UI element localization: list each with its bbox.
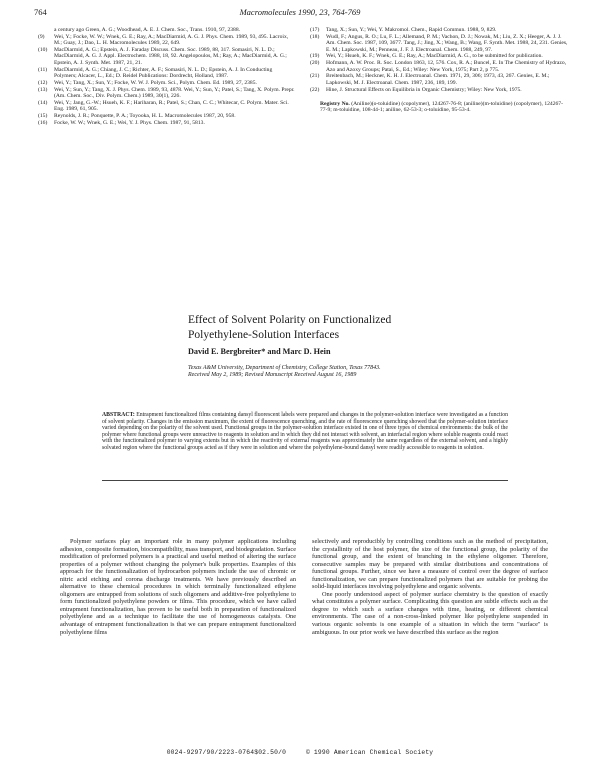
references-right-column [310, 27, 568, 114]
title-line-2: Polyethylene-Solution Interfaces [188, 329, 340, 341]
body-paragraph: One poorly understood aspect of polymer surface chemistry is the question of exactly what constitutes a polymer surface. Complicating this question are subtle effects such as the degree to which such a surface changes with time, heating, or different chemical environments. The case of a non-cross-linked polymer like polyethylene suspended in various organic solvents is one example of a situation in which the term "surface" is ambiguous. In our prior work we have described this surface as the region [312, 590, 548, 636]
registry-text: (Aniline)(o-toluidine) (copolymer), 124267-76-8; (aniline)(m-toluidine) (copolymer), 124267-77-9; m-toluidine, 108-44-1; aniline, 62-53-3; o-toluidine, 95-53-4. [320, 101, 563, 114]
reference-item: (18) Wudl, F.; Angus, R. O.; Lu, F. L.; Allemand, P. M.; Vachon, D. J.; Nowak, M.; Liu, Z. X.; Heeger, A. J. J. Am. Chem. Soc. 1987, 109, 3677. Tang, J.; Jing, X.; Wang, B.; Wang, F. Synth. Met. 1988, 24, 231. Genies, E. M.; Lapkowski, M.; Penneau, J. F. J. Electroanal. Chem. 1988, 249, 97. [310, 33, 568, 53]
reference-item: (16) Focke, W. W.; Wnek, G. E.; Wei, Y. J. Phys. Chem. 1987, 91, 5813. [38, 119, 205, 126]
registry-label: Registry No. [320, 101, 350, 108]
registry-numbers [310, 101, 568, 114]
reference-item: a century ago Green, A. G.; Woodhead, A. E. J. Chem. Soc., Trans. 1910, 97, 2388. [54, 27, 241, 33]
reference-item: (10) MacDiarmid, A. G.; Epstein, A. J. Faraday Discuss. Chem. Soc. 1989, 88, 317. Somasiri, N. L. D.; MacDiarmid, A. G. J. Appl. Electrochem. 1988, 18, 92. Angelopoulos, M.; Ray, A.; MacDiarmid, A. G.; Epstein, A. J. Synth. Met. 1987, 21, 21. [38, 46, 287, 66]
abstract [102, 412, 508, 451]
reference-item: (12) Wei, Y.; Tang, X.; Sun, Y.; Focke, W. W. J. Polym. Sci., Polym. Chem. Ed. 1989, 27, 2385. [38, 79, 257, 86]
journal-citation: Macromolecules 1990, 23, 764-769 [239, 7, 361, 17]
article-title [188, 313, 488, 343]
running-header [34, 7, 566, 19]
reference-item: (21) Breitenbach, M.; Heckner, K. H. J. Electroanal. Chem. 1971, 29, 306; 1973, 43, 267. Genies, E. M.; Lapkowski, M. J. Electroanal. Chem. 1987, 236, 189, 199. [310, 73, 550, 86]
reference-item: (22) Hine, J. Structural Effects on Equilibria in Organic Chemistry; Wiley: New York, 1975. [310, 86, 522, 93]
abstract-text: Entrapment functionalized films containing dansyl fluorescent labels were prepared and changes in the polymer-solution interface were investigated as a function of solvent polarity. Changes in the emission maximum, the extent of fluorescence quenching, and the rate of fluorescence quenching showed that the polymer-solution interface varied depending on the polarity of the solvent used. Functional groups in the polymer-solution interface existed in one of three types of chemical environments: the bulk of the polymer where functional groups were unreactive to reagents in solution and in which they did not interact with solvent, an interfacial region where soluble reagents could react with the functionalized polymer to varying extents but in which the reactivity of external reagents was approximately the same regardless of the external solvent, and a highly solvated region where the functional groups acted as if they were in solution and where the polyethylene-bound dansyl were readily accessible to reagents in solution. [102, 412, 508, 451]
body-paragraph: Polymer surfaces play an important role in many polymer applications including adhesion, composite formation, biocompatibility, mass transport, and biodegradation. Surface modification of preformed polymers is a practical and useful method of altering the surface properties of a polymer without changing the polymer's bulk properties. Examples of this approach for the functionalization of hydrocarbon polymers include the use of chromic or nitric acid etching and corona discharge treatments. We have previously described an alternative to these chemical procedures in which terminally functionalized ethylene oligomers are entrapped from solutions of such oligomers and additive-free polyethylene to form functionalized polyethylene powders or films. This procedure, which we have called entrapment functionalization, has proven to be useful both in preparation of functionalized polyethylene and as a technique to facilitate the use of homogeneous catalysts. One advantage of entrapment functionalization is that we can prepare entrapment functionalized polyethylene films [60, 538, 296, 636]
body-left-column [60, 538, 296, 636]
reference-item: (19) Wei, Y.; Hsueh, K. F.; Wnek, G. E.; Ray, A.; MacDiarmid, A. G., to be submitted for publication. [310, 53, 543, 60]
reference-item: (13) Wei, Y.; Sun, Y.; Tang, X. J. Phys. Chem. 1989, 93, 4878. Wei, Y.; Sun, Y.; Patel, S.; Tang, X. Polym. Prepr. (Am. Chem. Soc., Div. Polym. Chem.) 1989, 30(1), 226. [38, 86, 295, 100]
received-dates: Received May 2, 1989; Revised Manuscript Received August 16, 1989 [188, 372, 357, 379]
article-authors: David E. Bergbreiter* and Marc D. Hein [188, 347, 331, 356]
reference-item: (15) Reynolds, J. R.; Ponquette, P. A.; Toyooka, H. L. Macromolecules 1987, 20, 958. [38, 112, 236, 119]
abstract-divider [102, 480, 508, 481]
affiliation: Texas A&M University, Department of Chemistry, College Station, Texas 77843. [188, 365, 381, 371]
body-right-column [312, 538, 548, 636]
affiliation-block [188, 365, 528, 379]
article-code: 0024-9297/90/2223-0764$02.50/0 [166, 749, 287, 756]
page-footer [0, 749, 600, 756]
abstract-label: ABSTRACT: [102, 412, 135, 418]
reference-item: (20) Hofmann, A. W. Proc. R. Soc. London 1863, 12, 576. Cox, R. A.; Buncel, E. In The Chemistry of Hydrazo, Azo and Azoxy Groups; Patai, S., Ed.; Wiley: New York, 1975; Part 2, p 775. [310, 60, 567, 73]
reference-item: (17) Tang, X.; Sun, Y.; Wei, Y. Makromol. Chem., Rapid Commun. 1988, 9, 829. [310, 27, 497, 33]
reference-item: (14) Wei, Y.; Jang, G.-W.; Hsueh, K. F.; Hariharan, R.; Patel, S.; Chan, C. C.; Whitecar, C. Polym. Mater. Sci. Eng. 1989, 61, 905. [38, 99, 289, 113]
reference-item: (11) MacDiarmid, A. G.; Chiang, J. C.; Richter, A. F.; Somasiri, N. L. D.; Epstein, A. J. In Conducting Polymers; Alcacer, L., Ed.; D. Reidel Publications: Dordrecht, Holland, 1987. [38, 66, 273, 80]
copyright-notice: © 1990 American Chemical Society [305, 749, 434, 756]
body-paragraph: selectively and reproducibly by controlling conditions such as the method of precipitation, the crystallinity of the host polymer, the size of the functional group, the polarity of the functional group, and the extent of branching in the ethylene oligomer. Therefore, consecutive samples may be prepared with similar distributions and concentrations of functional groups. Further, since we have a measure of control over the degree of surface functionalization, we can prepare functionalized polymers that are suitable for probing the solid-liquid interfaces involving polyethylene and organic solvents. [312, 538, 548, 591]
reference-item: (9) Wei, Y.; Focke, W. W.; Wnek, G. E.; Ray, A.; MacDiarmid, A. G. J. Phys. Chem. 1989, 93, 495. Lacroix, M.; Guay, J.; Dao, L. H. Macromolecules 1989, 22, 649. [38, 33, 289, 47]
page-number: 764 [34, 7, 47, 17]
title-line-1: Effect of Solvent Polarity on Functionalized [188, 314, 392, 326]
references-left-column [38, 27, 296, 126]
